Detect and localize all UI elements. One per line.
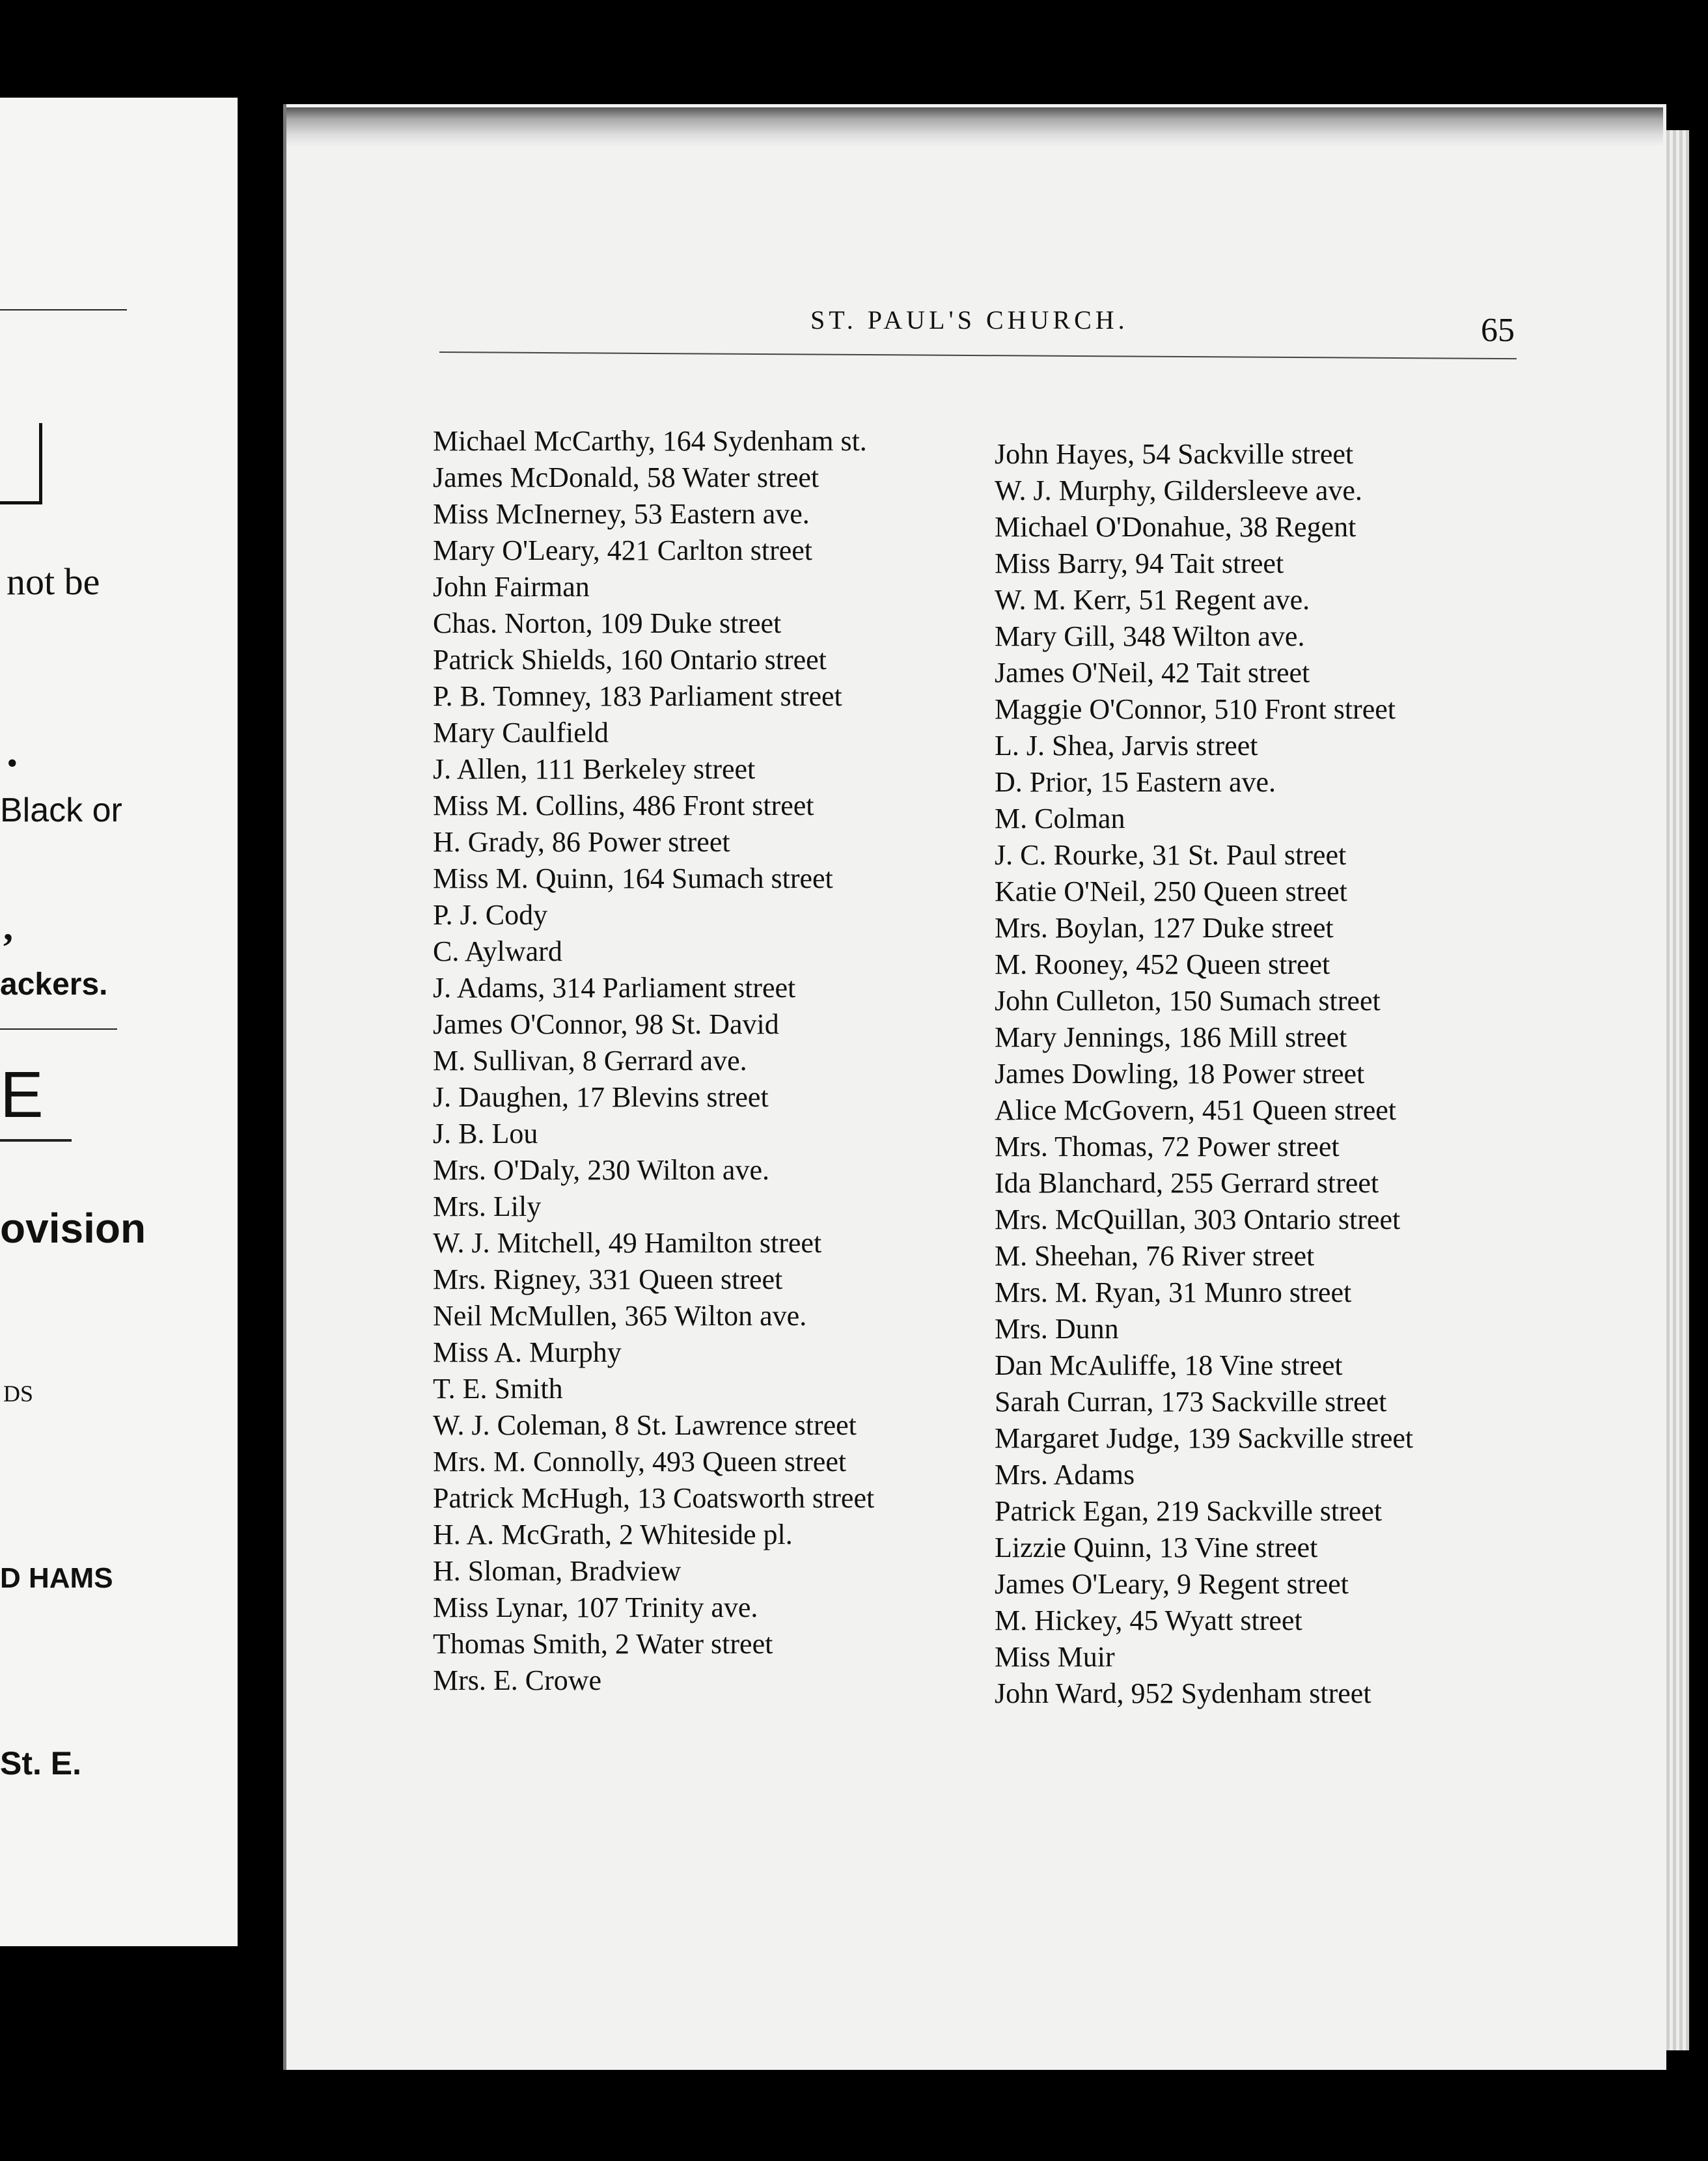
list-item: Margaret Judge, 139 Sackville street [995,1422,1414,1454]
fragment-line: . [7,726,18,777]
fragment-line: not be [7,560,100,603]
list-item: H. Sloman, Bradview [433,1555,682,1587]
list-item: James O'Leary, 9 Regent street [995,1568,1349,1600]
list-item: Miss McInerney, 53 Eastern ave. [433,498,810,530]
list-item: M. Rooney, 452 Queen street [995,948,1330,980]
list-item: Mrs. Boylan, 127 Duke street [995,912,1334,944]
running-head: ST. PAUL'S CHURCH. [810,305,1129,335]
list-item: D. Prior, 15 Eastern ave. [995,766,1276,798]
list-item: M. Hickey, 45 Wyatt street [995,1604,1302,1636]
list-item: L. J. Shea, Jarvis street [995,730,1258,762]
list-item: Mary Jennings, 186 Mill street [995,1021,1347,1053]
list-item: Mrs. M. Connolly, 493 Queen street [433,1446,847,1478]
list-item: Thomas Smith, 2 Water street [433,1628,773,1660]
list-item: Mrs. Rigney, 331 Queen street [433,1263,783,1295]
list-item: James O'Neil, 42 Tait street [995,657,1310,689]
list-item: Mrs. McQuillan, 303 Ontario street [995,1204,1401,1235]
fragment-line: DS [3,1381,34,1407]
list-item: James McDonald, 58 Water street [433,461,820,493]
fragment-line: E [0,1058,44,1131]
list-item: Lizzie Quinn, 13 Vine street [995,1532,1318,1563]
list-item: Michael O'Donahue, 38 Regent [995,511,1357,543]
fragment-line: , [3,905,13,948]
page-top-shadow [286,107,1663,146]
list-item: Maggie O'Connor, 510 Front street [995,693,1396,725]
list-item: Mary O'Leary, 421 Carlton street [433,534,812,566]
list-item: J. Adams, 314 Parliament street [433,972,796,1004]
list-item: Patrick Egan, 219 Sackville street [995,1495,1383,1527]
list-item: John Ward, 952 Sydenham street [995,1677,1371,1709]
list-item: Michael McCarthy, 164 Sydenham st. [433,425,867,457]
list-item: Miss M. Collins, 486 Front street [433,790,814,821]
page-number: 65 [1481,312,1515,349]
list-item: T. E. Smith [433,1373,563,1405]
list-item: Mrs. M. Ryan, 31 Munro street [995,1276,1352,1308]
list-item: Neil McMullen, 365 Wilton ave. [433,1300,807,1332]
fragment-line: ackers. [0,967,108,1002]
list-item: Mary Gill, 348 Wilton ave. [995,620,1305,652]
list-item: W. J. Mitchell, 49 Hamilton street [433,1227,822,1259]
list-item: John Culleton, 150 Sumach street [995,985,1381,1017]
list-item: Sarah Curran, 173 Sackville street [995,1386,1387,1418]
list-item: Mrs. O'Daly, 230 Wilton ave. [433,1154,769,1186]
list-item: Mary Caulfield [433,717,609,749]
list-item: Miss Barry, 94 Tait street [995,547,1284,579]
divider [0,1028,117,1030]
fragment-line: Black or [0,791,122,829]
list-item: M. Sheehan, 76 River street [995,1240,1315,1272]
list-item: W. J. Murphy, Gildersleeve ave. [995,475,1362,506]
divider [0,309,127,310]
left-column-list [433,423,874,1699]
list-item: Patrick Shields, 160 Ontario street [433,644,827,676]
list-item: Katie O'Neil, 250 Queen street [995,875,1347,907]
list-item: James Dowling, 18 Power street [995,1058,1365,1090]
divider [0,1139,72,1142]
left-page-fragment [0,98,238,1946]
list-item: W. J. Coleman, 8 St. Lawrence street [433,1409,857,1441]
list-item: H. Grady, 86 Power street [433,826,730,858]
list-item: J. C. Rourke, 31 St. Paul street [995,839,1347,871]
list-item: W. M. Kerr, 51 Regent ave. [995,584,1310,616]
list-item: Mrs. Adams [995,1459,1135,1491]
list-item: M. Sullivan, 8 Gerrard ave. [433,1045,747,1077]
list-item: Chas. Norton, 109 Duke street [433,607,782,639]
list-item: Mrs. Thomas, 72 Power street [995,1131,1340,1163]
right-column-list [995,436,1413,1712]
list-item: J. B. Lou [433,1118,538,1149]
list-item: Mrs. Lily [433,1191,542,1222]
list-item: Patrick McHugh, 13 Coatsworth street [433,1482,875,1514]
list-item: Miss Lynar, 107 Trinity ave. [433,1591,758,1623]
fragment-line: St. E. [0,1745,82,1782]
list-item: Miss Muir [995,1641,1115,1673]
list-item: Mrs. Dunn [995,1313,1119,1345]
list-item: Dan McAuliffe, 18 Vine street [995,1349,1343,1381]
list-item: H. A. McGrath, 2 Whiteside pl. [433,1519,793,1550]
list-item: P. J. Cody [433,899,548,931]
fragment-line: D HAMS [0,1562,113,1594]
list-item: Ida Blanchard, 255 Gerrard street [995,1167,1379,1199]
fragment-line: ovision [0,1205,146,1252]
list-item: P. B. Tomney, 183 Parliament street [433,680,842,712]
list-item: J. Daughen, 17 Blevins street [433,1081,769,1113]
list-item: J. Allen, 111 Berkeley street [433,753,756,785]
list-item: C. Aylward [433,935,562,967]
list-item: James O'Connor, 98 St. David [433,1008,779,1040]
list-item: Alice McGovern, 451 Queen street [995,1094,1397,1126]
list-item: John Fairman [433,571,590,603]
list-item: Miss A. Murphy [433,1336,622,1368]
list-item: John Hayes, 54 Sackville street [995,438,1354,470]
decorative-bracket [0,423,42,504]
list-item: Mrs. E. Crowe [433,1664,602,1696]
list-item: M. Colman [995,803,1125,834]
list-item: Miss M. Quinn, 164 Sumach street [433,862,833,894]
